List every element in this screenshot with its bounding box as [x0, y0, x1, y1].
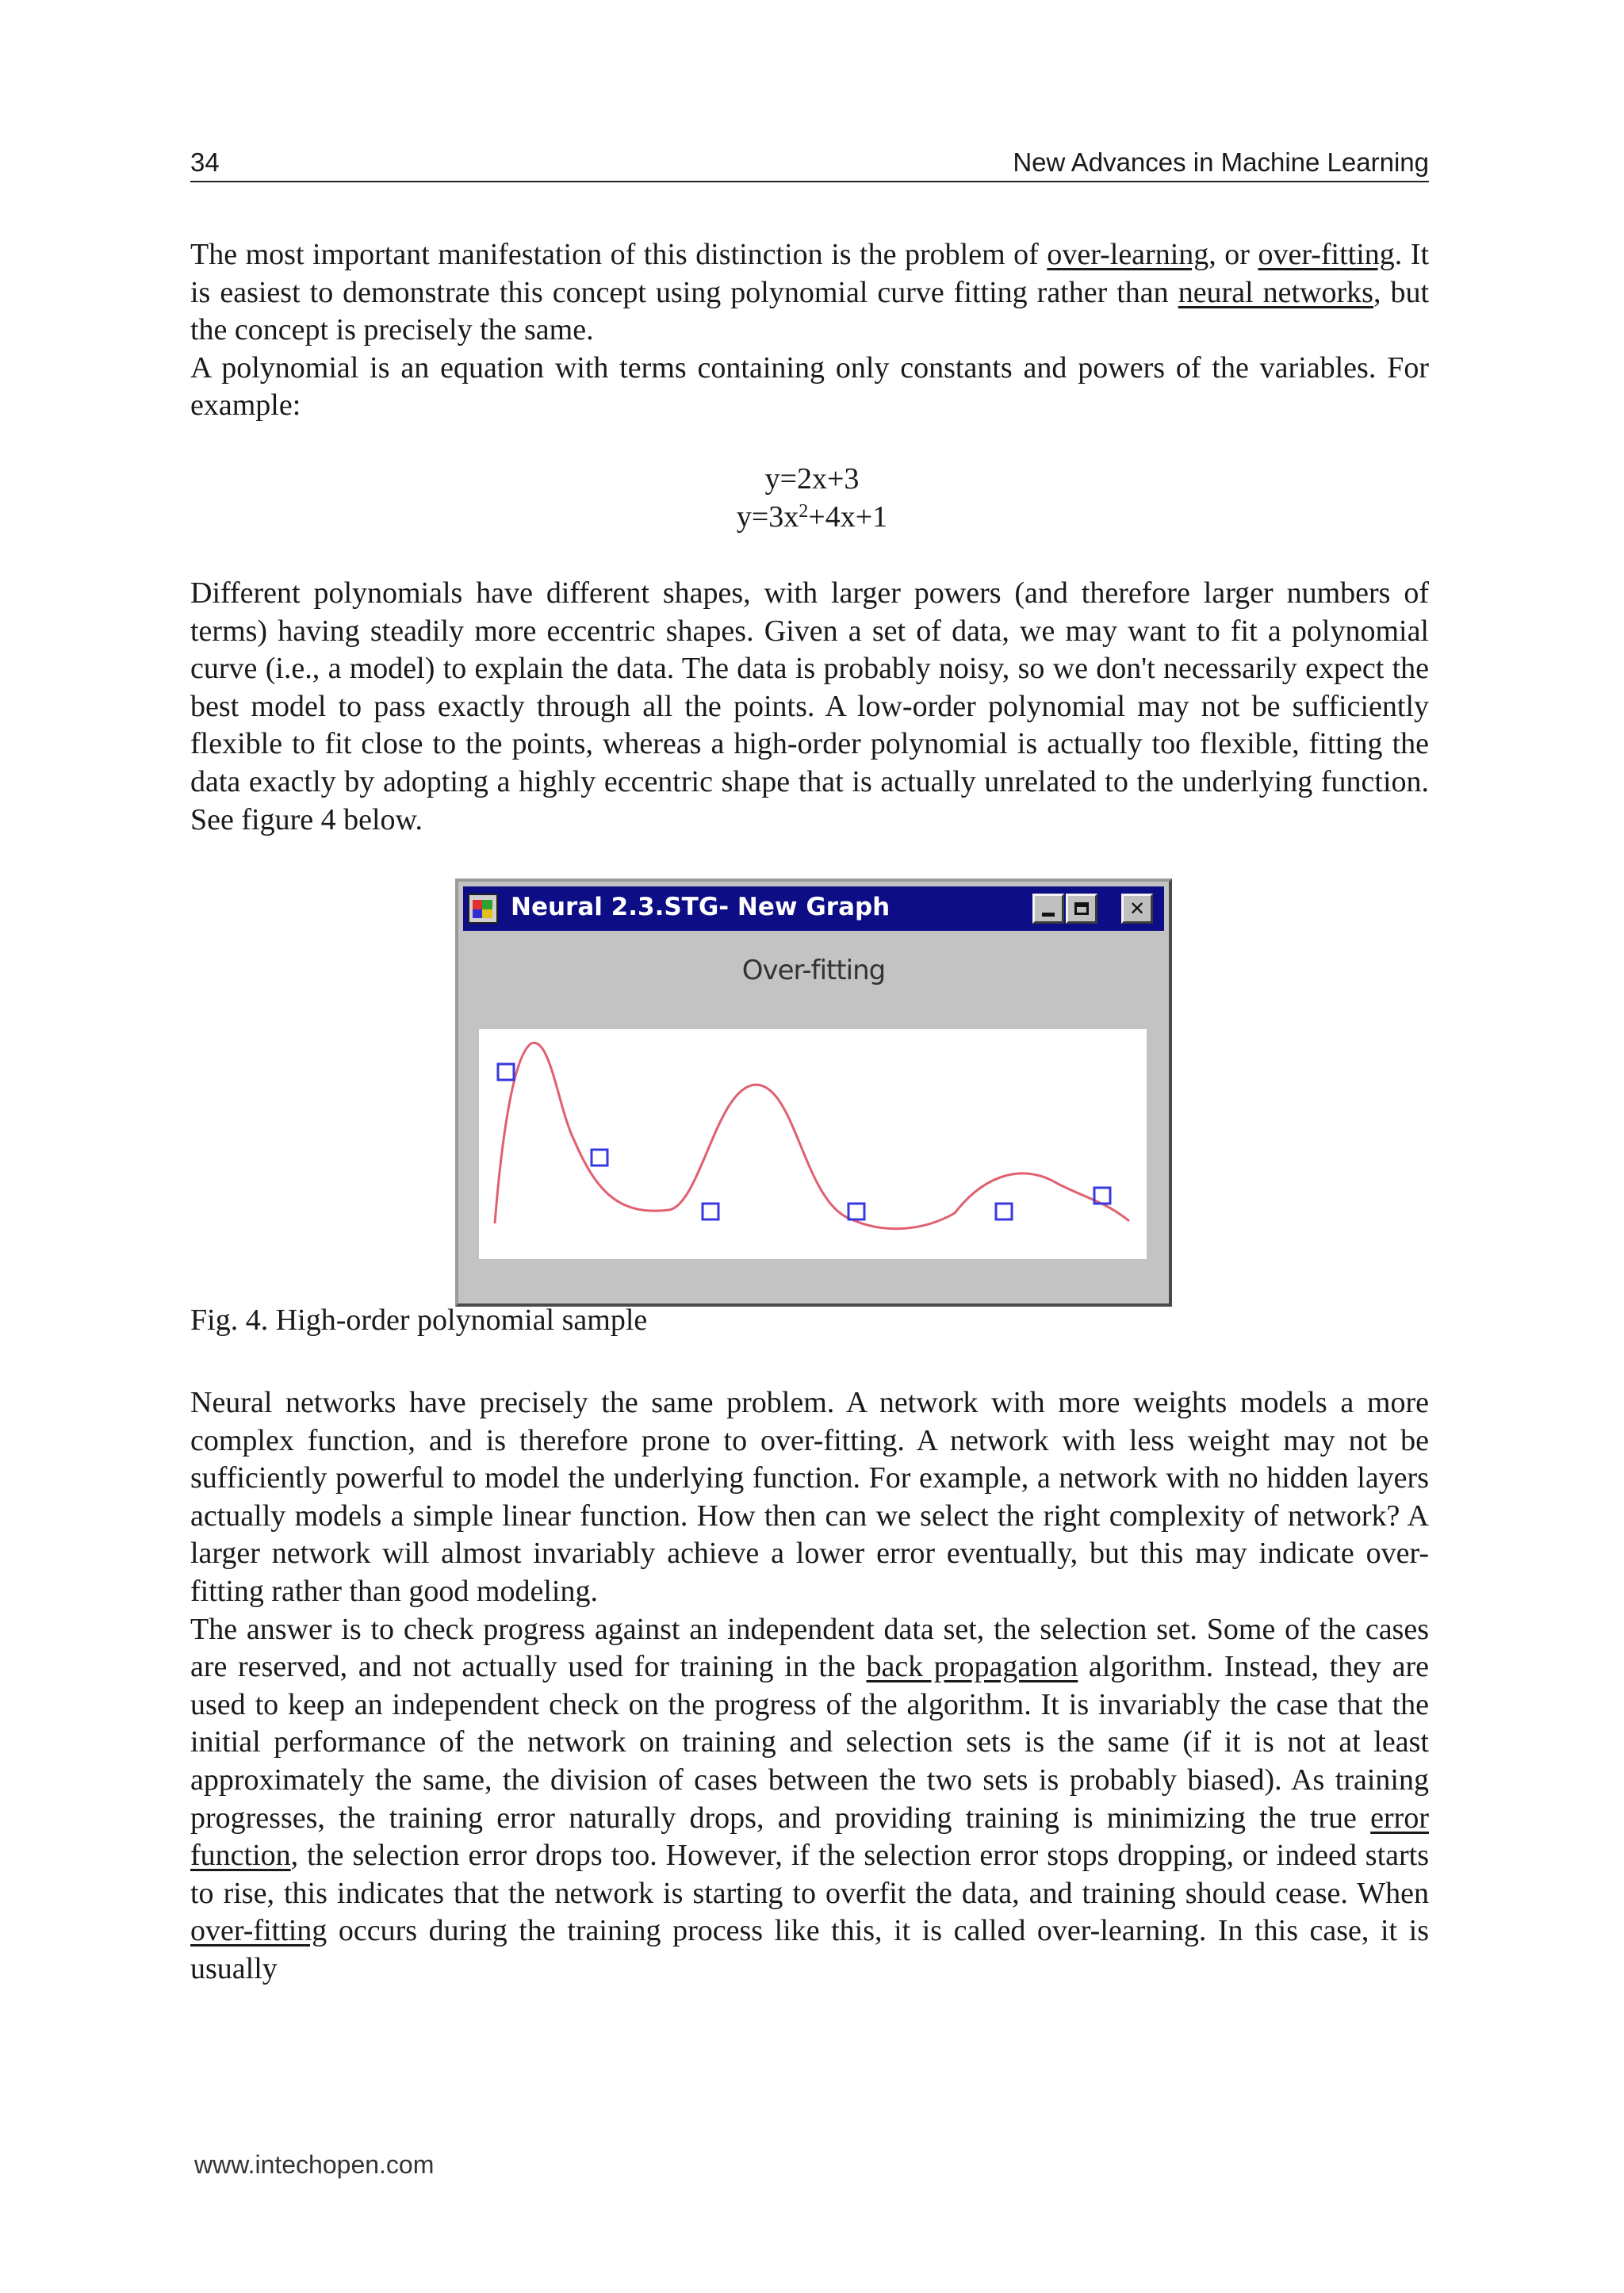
overfitting-plot: [479, 1029, 1147, 1259]
paragraph-polynomial-definition: A polynomial is an equation with terms containing only constants and powers of the variables. For example:: [190, 350, 1429, 423]
minimize-icon: [1042, 913, 1055, 917]
text-run: The most important manifestation of this distinction is the problem of: [190, 238, 1048, 271]
text-run: , or: [1208, 238, 1258, 271]
paragraph-neural-network-complexity: [190, 1384, 1429, 1989]
data-point: [498, 1064, 514, 1080]
plot-area: [479, 1029, 1147, 1259]
paragraph-overfitting-intro: [190, 236, 1429, 425]
close-button[interactable]: [1121, 894, 1153, 924]
figure-caption: Fig. 4. High-order polynomial sample: [190, 1303, 648, 1337]
data-point: [996, 1204, 1012, 1219]
page-number: 34: [190, 147, 220, 177]
text-run: occurs during the training process like this, it is called over-learning. In this case, it is usually: [190, 1914, 1429, 1985]
window-title: Neural 2.3.STG- New Graph: [511, 893, 891, 921]
minimize-button[interactable]: [1032, 894, 1064, 924]
text-run: The answer is to check progress against an independent data set, the selection set. Some of the cases are reserved, and not actually used for training in the: [190, 1612, 1429, 1684]
running-header: [190, 144, 1429, 182]
close-icon: ✕: [1128, 898, 1146, 920]
link-over-fitting[interactable]: over-fitting: [1258, 238, 1395, 271]
paragraph-polynomial-shapes: Different polynomials have different shapes, with larger powers (and therefore larger numbers of terms) having steadily more eccentric shapes. Given a set of data, we may want to fit a polynomial curve (i.e., a model) to explain the data. The data is probably noisy, so we don't necessarily expect the best model to pass exactly through all the points. A low-order polynomial may not be sufficiently flexible to fit close to the points, whereas a high-order polynomial is actually too flexible, fitting the data exactly by adopting a highly eccentric shape that is actually unrelated to the underlying function. See figure 4 below.: [190, 576, 1429, 836]
eq-part: +4x+1: [808, 500, 888, 534]
eq-exponent: 2: [799, 501, 809, 522]
data-points: [498, 1064, 1110, 1219]
link-neural-networks[interactable]: neural networks: [1178, 275, 1373, 309]
maximize-icon: [1074, 902, 1089, 915]
data-point: [848, 1204, 864, 1219]
window-titlebar[interactable]: [463, 886, 1164, 931]
link-error-function[interactable]: error function: [190, 1801, 1429, 1873]
graph-title: Over-fitting: [741, 955, 886, 986]
equation-linear: y=2x+3: [764, 462, 860, 496]
link-back-propagation[interactable]: back propagation: [866, 1650, 1078, 1684]
data-point: [703, 1204, 718, 1219]
maximize-button[interactable]: [1066, 894, 1097, 924]
text-run: algorithm. Instead, they are used to keep an independent check on the progress of the algorithm. It is invariably the case that the initial performance of the network on training and selection sets is the same (if it is not at least approximately the same, the division of cases between the two sets is probably biased). As training progresses, the training error naturally drops, and providing training is minimizing the true: [190, 1650, 1430, 1835]
text-run: , the selection error drops too. However, if the selection error stops dropping, or indeed starts to rise, this indicates that the network is starting to overfit the data, and training should cease. When: [190, 1839, 1429, 1910]
text-run: , but the concept is precisely the same.: [190, 275, 1430, 347]
data-point: [592, 1150, 607, 1166]
text-run: Neural networks have precisely the same problem. A network with more weights models a more complex function, and is therefore prone to over-fitting. A network with less weight may not be sufficiently powerful to model the underlying function. For example, a network with no hidden layers actually models a simple linear function. How then can we select the right complexity of network? A larger network will almost invariably achieve a lower error eventually, but this may indicate over-fitting rather than good modeling.: [190, 1386, 1429, 1608]
app-icon: [468, 894, 498, 924]
eq-part: y=3x: [736, 500, 799, 534]
graph-window: [455, 879, 1172, 1307]
equation-quadratic: [0, 500, 1624, 534]
book-title: New Advances in Machine Learning: [1013, 147, 1429, 177]
figure-4: [455, 879, 1172, 1307]
link-over-fitting-2[interactable]: over-fitting: [190, 1914, 327, 1948]
fitted-curve: [495, 1043, 1129, 1228]
link-over-learning[interactable]: over-learning: [1047, 238, 1209, 271]
footer-url[interactable]: www.intechopen.com: [194, 2150, 435, 2179]
text-run: . It is easiest to demonstrate this concept using polynomial curve fitting rather than: [190, 238, 1430, 309]
